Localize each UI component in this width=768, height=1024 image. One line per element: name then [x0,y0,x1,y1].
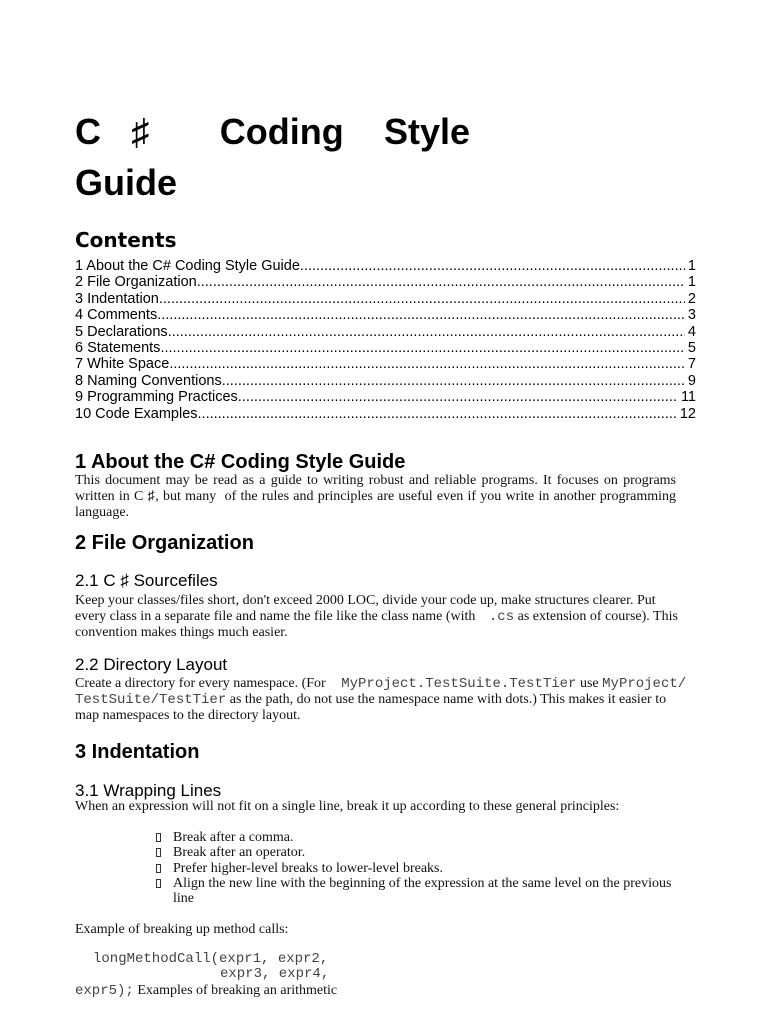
toc-entry-page: 1 [687,258,696,274]
toc-dot-leader [160,340,684,356]
toc-entry[interactable] [75,274,696,290]
toc-entry-page: 7 [687,356,696,373]
contents-heading: Contents [75,228,177,252]
toc-entry-label: 10 Code Examples [75,405,198,422]
toc-entry-page: 2 [687,290,696,307]
toc-entry[interactable] [75,373,696,389]
toc-dot-leader [168,324,685,340]
toc-entry-label: 9 Programming Practices [75,389,238,406]
toc-entry-label: 8 Naming Conventions [75,372,222,389]
section-2-1-paragraph [75,593,687,641]
wrapping-intro-paragraph: When an expression will not fit on a single line, break it up according to these general principles: [75,799,620,814]
toc-dot-leader [157,307,685,323]
sourcefiles-text-after: as extension of course). This convention makes things much easier. [75,609,678,640]
toc-entry[interactable] [75,324,696,340]
document-title-line-2: Guide [75,162,178,203]
toc-entry-label: 3 Indentation [75,290,159,307]
toc-entry[interactable] [75,406,696,422]
toc-entry-page: 5 [687,339,696,356]
toc-entry-label: 6 Statements [75,339,161,356]
toc-dot-leader [159,291,685,307]
list-item-text: Align the new line with the beginning of the expression at the same level on the previous line [173,875,672,907]
toc-dot-leader [198,406,677,422]
toc-entry[interactable] [75,356,696,372]
cs-extension-code: .cs [488,609,515,625]
bullet-icon [155,876,173,891]
toc-entry-page: 12 [679,405,696,422]
sourcefiles-text-before: Keep your classes/files short, don't exceed 2000 LOC, divide your code up, make structures clearer. Put every class in a separate file and name the file like the class name (with [75,593,656,624]
code-line-1: longMethodCall(expr1, expr2, [93,951,329,967]
section-1-heading: 1 About the C# Coding Style Guide [75,451,406,473]
directory-text-1: Create a directory for every namespace. (For [75,676,330,691]
list-item [155,861,688,876]
toc-dot-leader [169,356,685,372]
list-item [155,830,688,845]
toc-entry-label: 7 White Space [75,356,170,373]
table-of-contents [75,258,696,422]
section-2-2-heading: 2.2 Directory Layout [75,655,228,674]
list-item-text: Break after a comma. [173,830,294,845]
toc-entry-page: 4 [687,323,696,340]
directory-text-2: use [576,676,603,691]
list-item [155,845,688,860]
bullet-icon [155,861,173,876]
toc-dot-leader [197,274,685,290]
code-line-2: expr3, expr4, [220,966,330,982]
toc-entry-page: 3 [687,307,696,324]
toc-dot-leader [238,389,678,405]
toc-entry[interactable] [75,307,696,323]
toc-entry-label: 1 About the C# Coding Style Guide [75,258,300,274]
toc-entry[interactable] [75,258,696,274]
list-item-text: Break after an operator. [173,845,306,861]
document-title-line-1: C♯ Coding Style [75,111,470,152]
code-line-3-trailing-text: Examples of breaking an arithmetic [133,983,338,998]
toc-entry-page: 1 [687,274,696,291]
toc-entry[interactable] [75,291,696,307]
toc-entry-label: 4 Comments [75,307,158,324]
toc-dot-leader [300,258,685,274]
section-2-1-heading: 2.1 C ♯ Sourcefiles [75,571,218,590]
directory-path-code: MyProject/TestSuite/TestTier [75,676,687,708]
wrapping-principles-list [155,830,688,906]
bullet-icon [155,830,173,845]
section-3-heading: 3 Indentation [75,741,200,763]
namespace-code: MyProject.TestSuite.TestTier [341,676,577,692]
section-1-paragraph: This document may be read as a guide to writing robust and reliable programs. It focuses on programs written in C ♯, but many of the rules and principles are useful even if you write in another programming language. [75,473,680,520]
code-line-3 [75,982,337,999]
toc-entry-page: 9 [687,372,696,389]
toc-entry-label: 5 Declarations [75,323,168,340]
section-2-heading: 2 File Organization [75,532,254,554]
toc-entry-page: 11 [680,389,696,406]
toc-entry[interactable] [75,389,696,405]
toc-entry[interactable] [75,340,696,356]
toc-dot-leader [222,373,685,389]
section-3-1-heading: 3.1 Wrapping Lines [75,781,222,800]
section-2-2-paragraph [75,676,690,723]
list-item [155,876,688,907]
code-line-3-code: expr5); [75,983,134,999]
example-intro-paragraph: Example of breaking up method calls: [75,922,289,937]
bullet-icon [155,845,173,860]
list-item-text: Prefer higher-level breaks to lower-level breaks. [173,860,443,876]
toc-entry-label: 2 File Organization [75,274,197,291]
directory-text-3: as the path, do not use the namespace name with dots.) This makes it easier to map namespaces to the directory layout. [75,692,667,723]
